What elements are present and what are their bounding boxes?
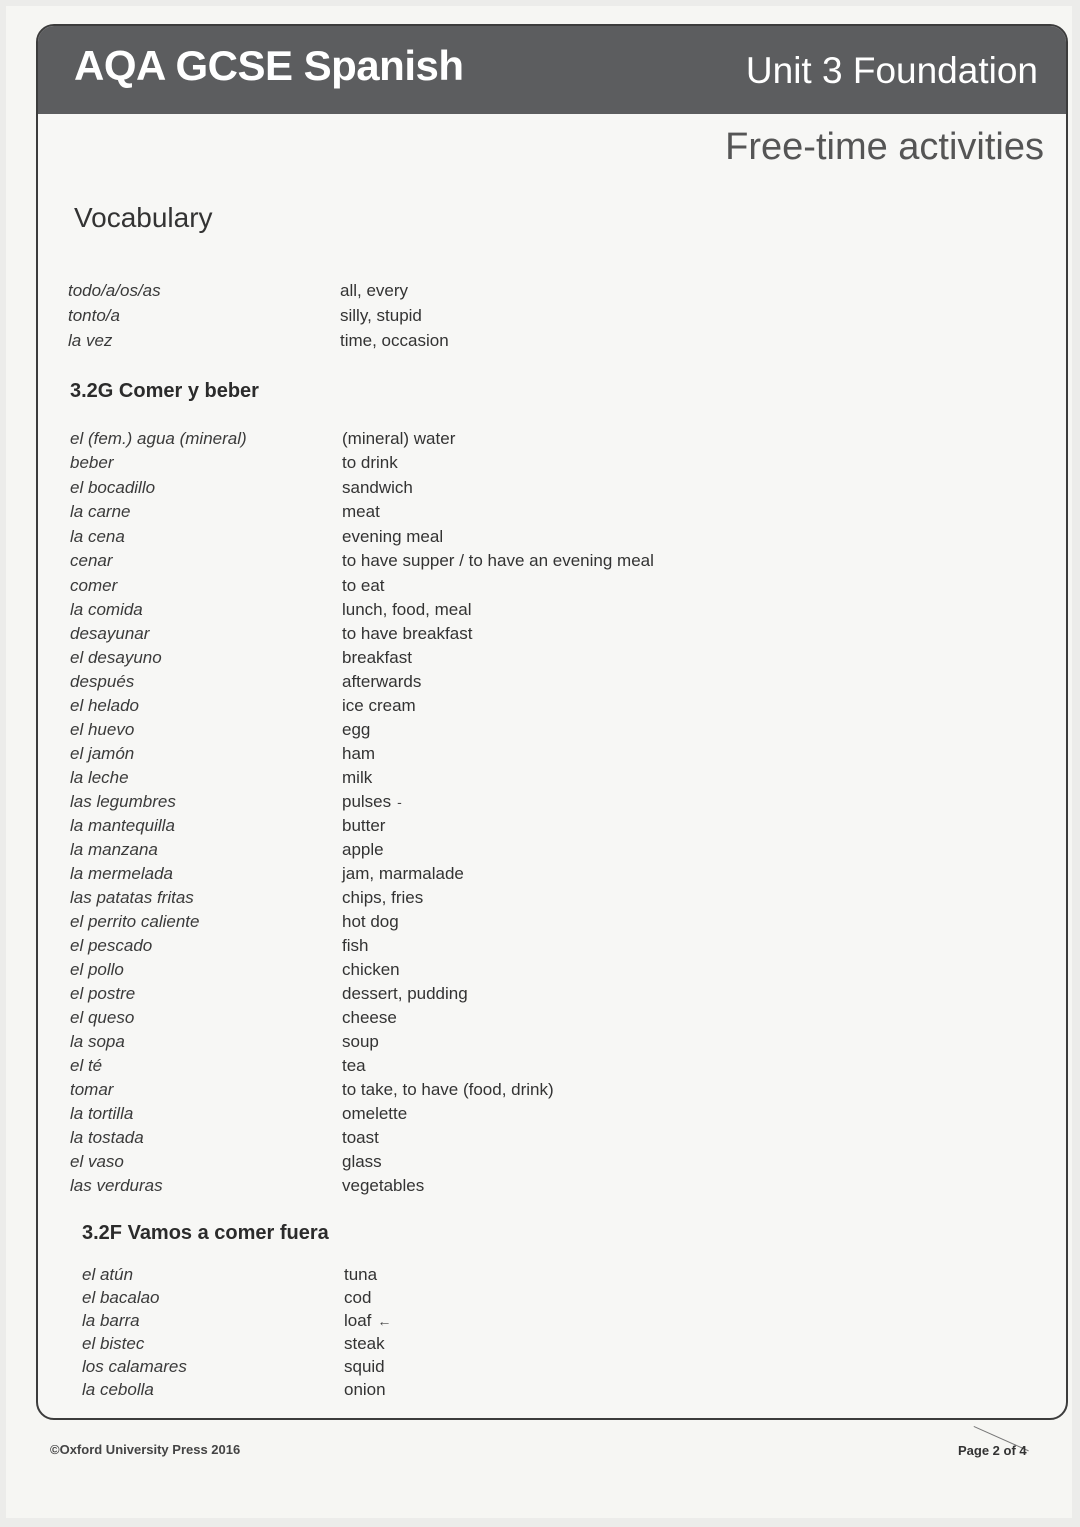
list-item [70,1175,970,1199]
list-item [70,1079,970,1103]
spanish-term: el bistec [82,1334,145,1353]
english-term: tuna [344,1265,378,1284]
english-term [342,791,402,813]
spanish-term: el helado [70,696,140,715]
topic-title: Free-time activities [725,126,1044,168]
list-item [70,428,970,452]
spanish-term: la carne [70,502,131,521]
copyright-notice: ©Oxford University Press 2016 [50,1442,241,1457]
list-item [70,959,970,983]
list-item [70,501,970,525]
list-item [82,1287,982,1311]
spanish-term: el desayuno [70,648,162,667]
english-term: egg [342,720,371,739]
spanish-term: la barra [82,1311,140,1330]
list-item [70,599,970,623]
english-term: (mineral) water [342,429,456,448]
course-title: AQA GCSE Spanish [74,42,464,89]
spanish-term: después [70,672,135,691]
list-item [70,839,970,863]
english-term: vegetables [342,1176,425,1195]
english-term: silly, stupid [340,306,422,325]
spanish-term: la mantequilla [70,816,175,835]
english-term: evening meal [342,527,444,546]
list-item [82,1333,982,1357]
spanish-term: desayunar [70,624,150,643]
list-item [70,815,970,839]
english-term: squid [344,1357,385,1376]
spanish-term: la tostada [70,1128,144,1147]
english-term: meat [342,502,380,521]
list-item [70,767,970,791]
english-term: all, every [340,281,409,300]
list-item [70,526,970,550]
spanish-term: la mermelada [70,864,173,883]
english-term: lunch, food, meal [342,600,472,619]
list-item [70,863,970,887]
list-item [82,1356,982,1380]
english-term: fish [342,936,369,955]
list-item [70,983,970,1007]
list-item [82,1379,982,1403]
page-frame [36,24,1068,1420]
english-term: toast [342,1128,379,1147]
english-term: onion [344,1380,386,1399]
page-number: Page 2 of 4 [958,1443,1027,1458]
list-item [68,280,968,304]
english-term: jam, marmalade [342,864,464,883]
vocabulary-heading: Vocabulary [74,202,213,233]
english-term: cod [344,1288,372,1307]
spanish-term: el jamón [70,744,135,763]
list-item [70,575,970,599]
spanish-term: los calamares [82,1357,187,1376]
english-term: afterwards [342,672,422,691]
list-item [70,647,970,671]
english-term: to have supper / to have an evening meal [342,551,654,570]
spanish-term: el queso [70,1008,135,1027]
list-item [82,1310,982,1334]
english-term: hot dog [342,912,399,931]
english-term: glass [342,1152,382,1171]
list-item [70,743,970,767]
spanish-term: el vaso [70,1152,124,1171]
list-item [70,671,970,695]
spanish-term: el perrito caliente [70,912,200,931]
list-item [68,305,968,329]
spanish-term: las verduras [70,1176,163,1195]
spanish-term: todo/a/os/as [68,281,161,300]
spanish-term: la cebolla [82,1380,154,1399]
list-item [70,887,970,911]
english-term: to take, to have (food, drink) [342,1080,554,1099]
english-term: omelette [342,1104,408,1123]
list-item [70,1103,970,1127]
english-term: cheese [342,1008,397,1027]
english-term: breakfast [342,648,412,667]
english-term: butter [342,816,386,835]
english-term-text: pulses [342,792,392,811]
english-term: chips, fries [342,888,424,907]
list-item [70,1007,970,1031]
list-item [70,935,970,959]
spanish-term: el pescado [70,936,153,955]
english-term: to drink [342,453,398,472]
spanish-term: el bacalao [82,1288,160,1307]
section-heading: 3.2F Vamos a comer fuera [82,1222,329,1244]
list-item [70,1055,970,1079]
pen-arrow-mark: ← [377,1313,392,1329]
list-item [68,330,968,354]
list-item [70,911,970,935]
spanish-term: las legumbres [70,792,176,811]
list-item [70,1151,970,1175]
spanish-term: la vez [68,331,113,350]
spanish-term: el té [70,1056,103,1075]
english-term: to have breakfast [342,624,473,643]
list-item [70,550,970,574]
english-term: steak [344,1334,385,1353]
list-item [70,719,970,743]
header-bar [38,26,1066,114]
english-term: tea [342,1056,366,1075]
spanish-term: la comida [70,600,143,619]
english-term-text: loaf [344,1311,372,1330]
spanish-term: tonto/a [68,306,120,325]
list-item [70,695,970,719]
list-item [70,1127,970,1151]
spanish-term: tomar [70,1080,114,1099]
list-item [70,477,970,501]
document-sheet [6,6,1072,1518]
spanish-term: comer [70,576,118,595]
spanish-term: el bocadillo [70,478,156,497]
list-item [70,452,970,476]
english-term: chicken [342,960,400,979]
spanish-term: cenar [70,551,113,570]
pen-mark: - [397,794,402,810]
spanish-term: el huevo [70,720,135,739]
list-item [70,1031,970,1055]
english-term [344,1310,391,1332]
spanish-term: la sopa [70,1032,125,1051]
spanish-term: el pollo [70,960,124,979]
spanish-term: el (fem.) agua (mineral) [70,429,247,448]
spanish-term: beber [70,453,114,472]
list-item [82,1264,982,1288]
english-term: to eat [342,576,385,595]
english-term: dessert, pudding [342,984,468,1003]
spanish-term: la cena [70,527,125,546]
list-item [70,623,970,647]
spanish-term: las patatas fritas [70,888,194,907]
spanish-term: la manzana [70,840,158,859]
spanish-term: la leche [70,768,129,787]
spanish-term: el postre [70,984,136,1003]
english-term: apple [342,840,384,859]
unit-title: Unit 3 Foundation [745,50,1038,91]
english-term: sandwich [342,478,413,497]
english-term: ice cream [342,696,416,715]
spanish-term: la tortilla [70,1104,134,1123]
list-item [70,791,970,815]
spanish-term: el atún [82,1265,134,1284]
section-heading: 3.2G Comer y beber [70,380,259,402]
english-term: milk [342,768,373,787]
english-term: time, occasion [340,331,449,350]
english-term: soup [342,1032,379,1051]
english-term: ham [342,744,376,763]
